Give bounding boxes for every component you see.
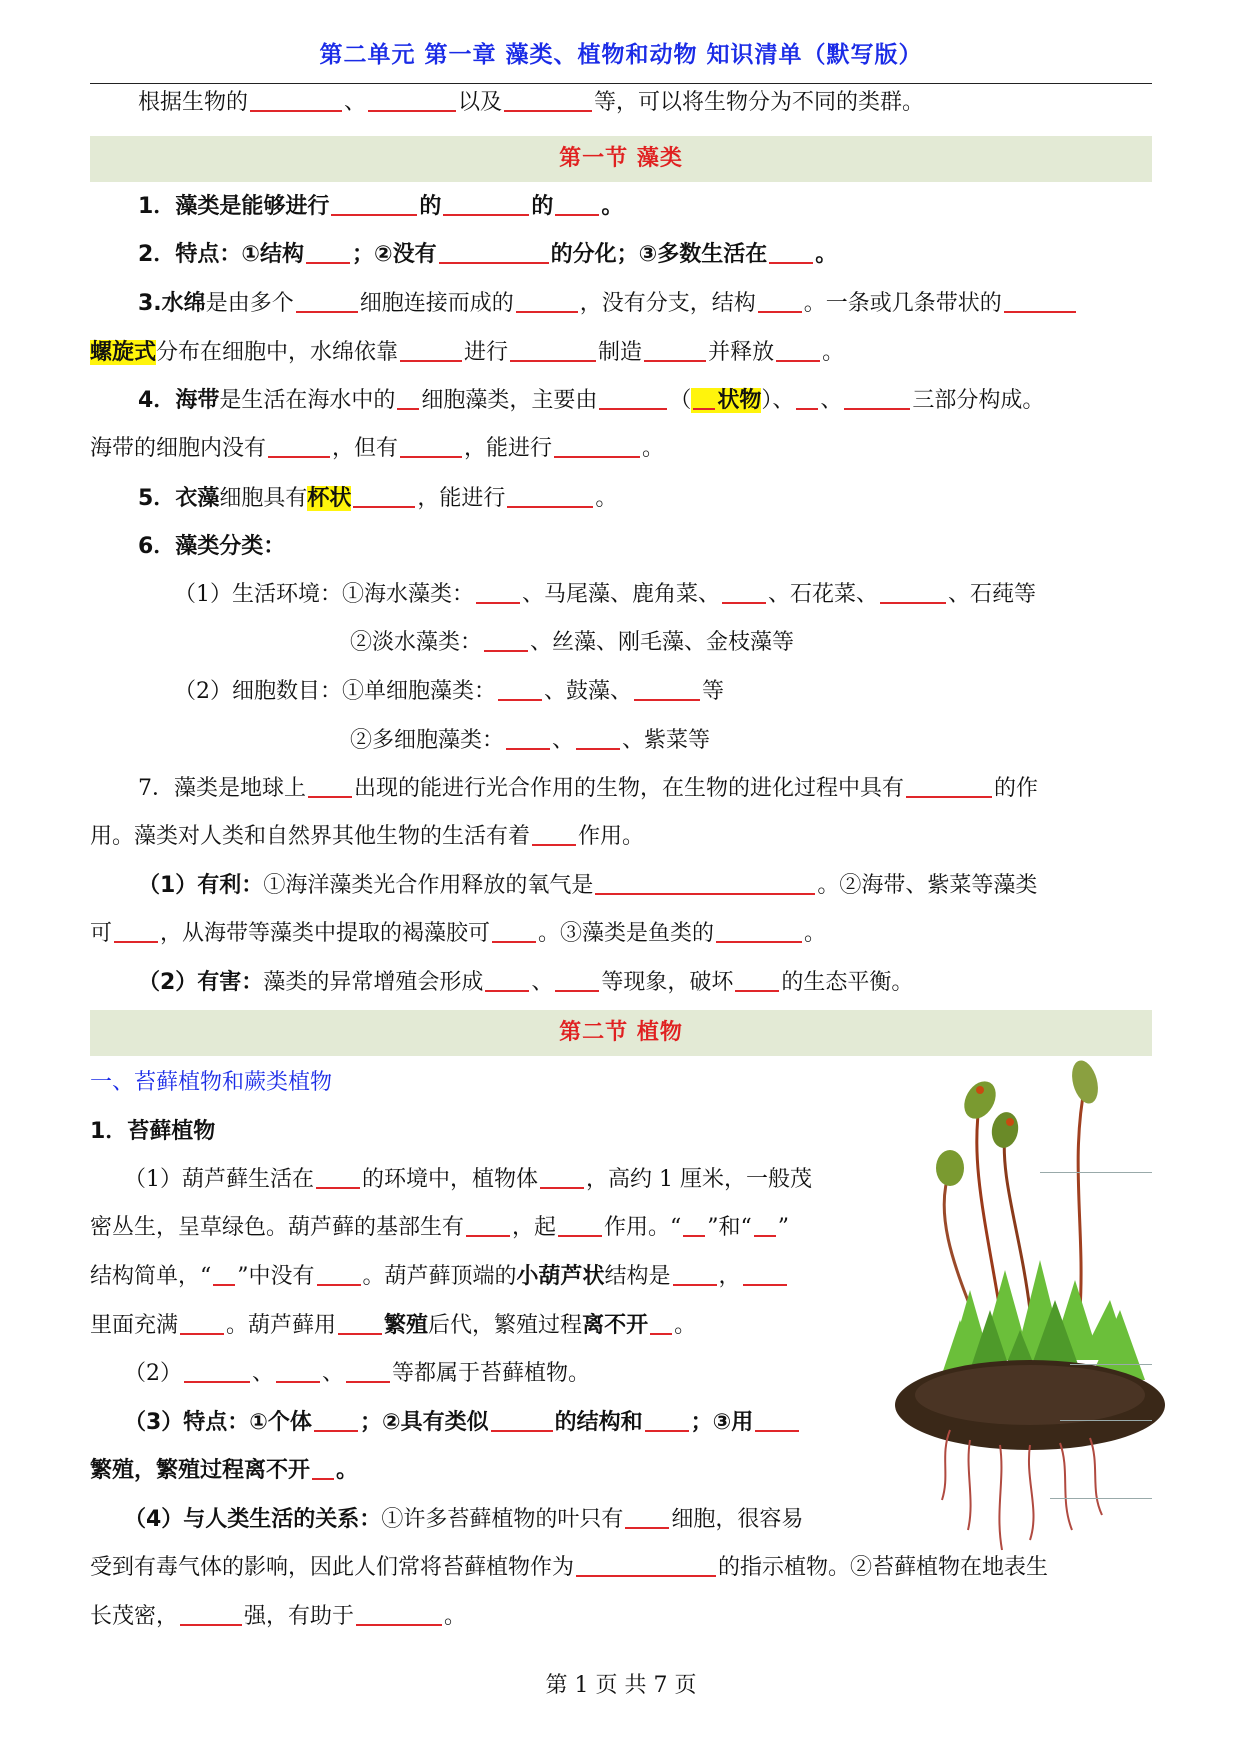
p1-line1: （1）葫芦藓生活在 的环境中，植物体 ，高约 1 厘米，一般茂: [124, 1167, 812, 1192]
label-line-leaf: [1070, 1364, 1152, 1365]
benefit-line2: 可 ，从海带等藻类中提取的褐藻胶可 。③藻类是鱼类的 。: [90, 921, 827, 946]
intro-line: 根据生物的 、 以及 等，可以将生物分为不同的类群。: [138, 90, 925, 115]
header-divider: [90, 83, 1152, 84]
p1-line3: 结构简单，“ ”中没有 。葫芦藓顶端的小葫芦状结构是 ，: [90, 1262, 1152, 1292]
q1: 1．藻类是能够进行 的 的 。: [138, 194, 624, 219]
document-title: 第二单元 第一章 藻类、植物和动物 知识清单（默写版）: [319, 42, 923, 68]
highlight-spiral: 螺旋式: [90, 340, 157, 365]
p4-line1: （4）与人类生活的关系：①许多苔藓植物的叶只有 细胞，很容易: [124, 1507, 804, 1532]
q6-row4: ②多细胞藻类： 、 、紫菜等: [350, 728, 711, 753]
p4-line3: 长茂密， 强，有助于 。: [90, 1604, 467, 1629]
p2: （2） 、 、 等都属于苔藓植物。: [124, 1361, 591, 1386]
q7-line1: 7．藻类是地球上 出现的能进行光合作用的生物，在生物的进化过程中具有 的作: [138, 776, 1039, 801]
q3-line2: 螺旋式分布在细胞中，水绵依靠 进行 制造 并释放 。: [90, 340, 845, 365]
q6-row1: （1）生活环境：①海水藻类： 、马尾藻、鹿角菜、 、石花菜、 、石莼等: [174, 582, 1037, 607]
q4-line2: 海带的细胞内没有 ，但有 ，能进行 。: [90, 436, 665, 461]
q6-row2: ②淡水藻类： 、丝藻、刚毛藻、金枝藻等: [350, 630, 795, 655]
p3-line1: （3）特点：①个体 ；②具有类似 的结构和 ；③用: [90, 1408, 1186, 1438]
q4-line1: 4．海带是生活在海水中的 细胞藻类，主要由 （ 状物）、 、 三部分构成。: [138, 388, 1045, 413]
q6-row3: （2）细胞数目：①单细胞藻类： 、鼓藻、 等: [174, 679, 725, 704]
section-title-algae: 第一节 藻类: [90, 136, 1152, 182]
q2: 2．特点：①结构 ；②没有 的分化；③多数生活在 。: [138, 242, 838, 267]
moss-plant-illustration: [880, 1060, 1170, 1560]
label-line-stem: [1060, 1420, 1152, 1421]
q3-line1: 3.水绵是由多个 细胞连接而成的 ，没有分支，结构 。一条或几条带状的: [90, 289, 1152, 319]
subheading-moss-fern: 一、苔藓植物和蕨类植物: [90, 1070, 333, 1095]
p4-line2: 受到有毒气体的影响，因此人们常将苔藓植物作为 的指示植物。②苔藓植物在地表生: [90, 1555, 1049, 1580]
benefit-line1: （1）有利：①海洋藻类光合作用释放的氧气是 。②海带、紫菜等藻类: [138, 873, 1038, 898]
q6-title: 6．藻类分类：: [138, 534, 286, 559]
harm-line: （2）有害：藻类的异常增殖会形成 、 等现象，破坏 的生态平衡。: [138, 970, 914, 995]
q5: 5．衣藻细胞具有杯状 ，能进行 。: [138, 486, 618, 511]
q7-line2: 用。藻类对人类和自然界其他生物的生活有着 作用。: [90, 824, 645, 849]
page-number: 第 1 页 共 7 页: [545, 1673, 697, 1698]
heading-moss: 1．苔藓植物: [90, 1119, 216, 1144]
section-title-plants: 第二节 植物: [90, 1010, 1152, 1056]
p1-line4: 里面充满 。葫芦藓用 繁殖后代，繁殖过程离不开 。: [90, 1313, 697, 1338]
label-line-rhizoid: [1050, 1498, 1152, 1499]
highlight-shape: 状物: [691, 388, 761, 413]
highlight-cup: 杯状: [307, 486, 352, 511]
p3-line2: 繁殖，繁殖过程离不开 。: [90, 1458, 359, 1483]
label-line-capsule: [1040, 1172, 1152, 1173]
p1-line2: 密丛生，呈草绿色。葫芦藓的基部生有 ，起 作用。“ ”和“ ”: [90, 1215, 790, 1240]
